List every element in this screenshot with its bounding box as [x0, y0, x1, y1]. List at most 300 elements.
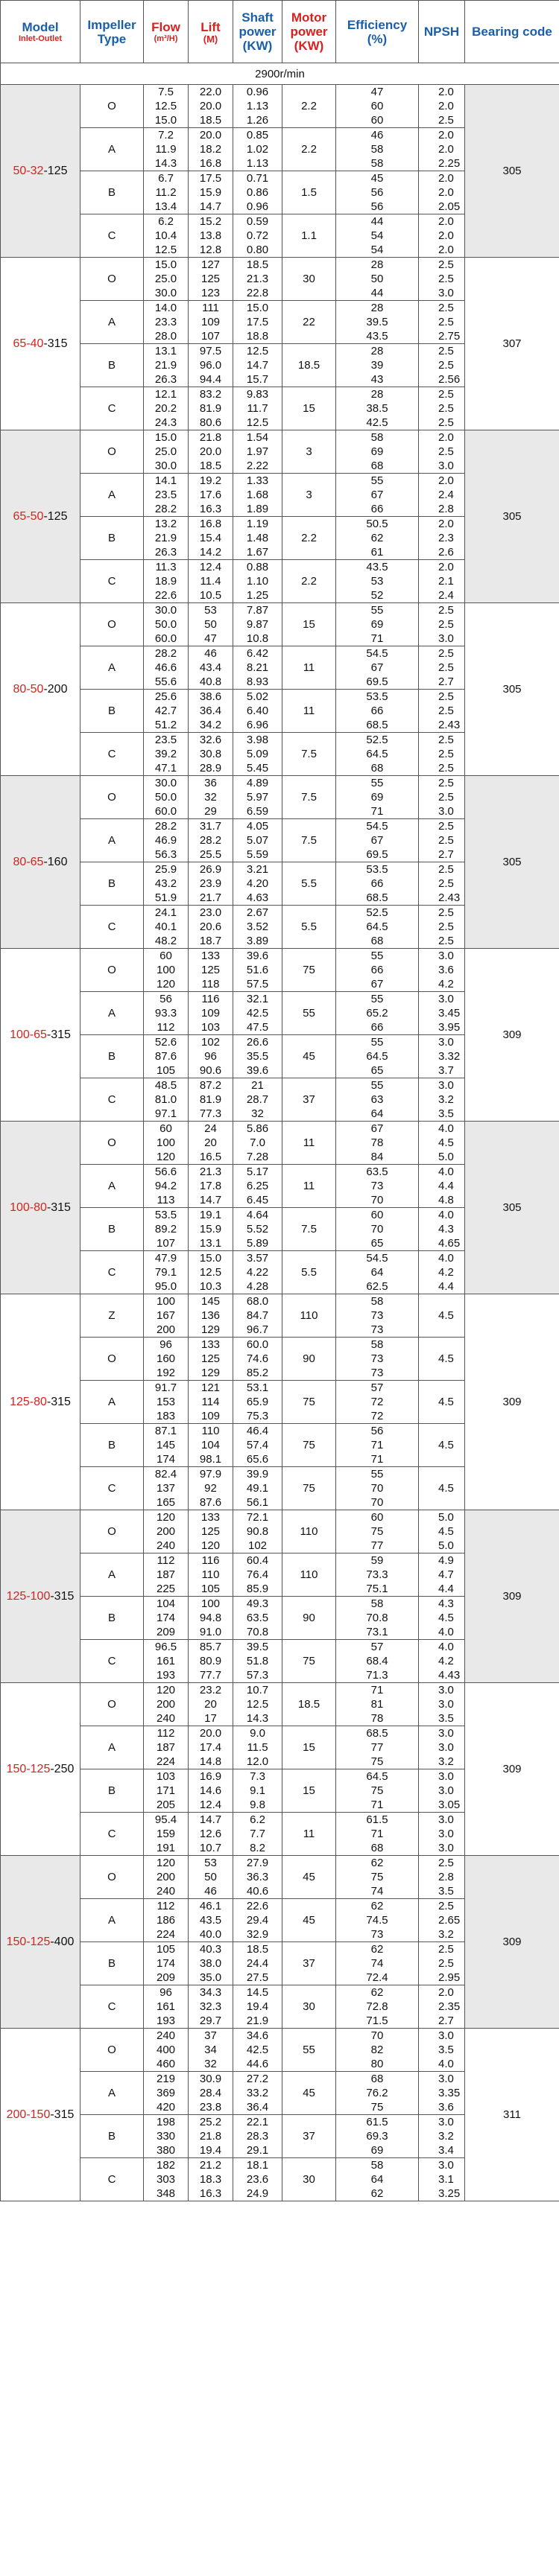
flow-cell	[144, 603, 189, 646]
npsh-cell-value: 2.75	[438, 330, 461, 343]
lift-cell-value: 77.7	[199, 1669, 222, 1682]
efficiency-cell-value: 66	[370, 705, 384, 717]
efficiency-cell-value: 64.5	[366, 920, 388, 933]
impeller-type: C	[80, 1251, 144, 1294]
shaft-power-cell-value: 34.6	[246, 2029, 269, 2042]
flow-cell-value: 11.9	[155, 143, 177, 156]
npsh-cell	[419, 1035, 465, 1078]
shaft-power-cell-value: 65.9	[246, 1396, 269, 1408]
motor-power-cell: 11	[282, 646, 336, 690]
impeller-type: C	[80, 1640, 144, 1683]
shaft-power-cell-value: 4.22	[246, 1266, 269, 1279]
motor-power-cell: 15	[282, 603, 336, 646]
model-cell	[1, 776, 80, 949]
motor-power-cell: 15	[282, 1769, 336, 1813]
motor-power-cell: 1.5	[282, 171, 336, 214]
npsh-cell-value: 5.0	[438, 1539, 454, 1552]
shaft-power-cell-value: 42.5	[246, 1007, 269, 1020]
npsh-cell-value: 3.0	[438, 1036, 454, 1049]
impeller-type: B	[80, 171, 144, 214]
impeller-type: C	[80, 1467, 144, 1510]
npsh-cell-value: 3.4	[438, 2144, 454, 2157]
flow-cell-value: 15.0	[154, 114, 177, 127]
lift-cell-value: 12.4	[199, 561, 222, 573]
lift-cell	[189, 819, 233, 862]
shaft-power-cell-value: 40.6	[246, 1885, 269, 1898]
npsh-cell-value: 4.0	[438, 2058, 454, 2070]
npsh-cell	[419, 1510, 465, 1553]
efficiency-cell-value: 78	[370, 1712, 384, 1725]
efficiency-cell-value: 71.5	[366, 2014, 388, 2027]
lift-cell-value: 109	[200, 316, 221, 328]
model-inlet-outlet: 80-50	[13, 682, 44, 696]
flow-cell-value: 15.0	[154, 431, 177, 444]
shaft-power-cell-value: 9.87	[246, 618, 269, 631]
efficiency-cell-value: 54.5	[366, 1252, 388, 1265]
efficiency-cell-value: 68	[370, 762, 384, 775]
flow-cell-value: 113	[157, 1194, 175, 1206]
efficiency-cell-value: 70	[370, 1223, 384, 1235]
npsh-cell-value: 2.7	[438, 675, 454, 688]
efficiency-cell-value: 71.3	[366, 1669, 388, 1682]
impeller-type: O	[80, 258, 144, 301]
shaft-power-cell-value: 4.20	[246, 877, 269, 890]
shaft-power-cell-value: 5.17	[246, 1165, 269, 1178]
impeller-type: A	[80, 992, 144, 1035]
motor-power-cell: 5.5	[282, 1251, 336, 1294]
efficiency-cell-value: 64	[370, 1266, 384, 1279]
npsh-cell-value: 2.5	[438, 618, 454, 631]
lift-cell-value: 43.4	[199, 661, 222, 674]
flow-cell-value: 112	[157, 1727, 175, 1740]
lift-cell-value: 16.3	[199, 503, 222, 515]
npsh-cell	[419, 301, 465, 344]
efficiency-cell-value: 52	[370, 589, 384, 602]
efficiency-cell-value: 74	[370, 1885, 384, 1898]
npsh-cell-value	[438, 1323, 464, 1337]
bearing-header: Bearing code	[465, 1, 559, 63]
lift-cell-value: 24	[204, 1122, 217, 1135]
impeller-type: B	[80, 690, 144, 733]
shaft-power-cell-value: 9.8	[250, 1799, 265, 1811]
efficiency-cell-value: 69	[370, 2144, 384, 2157]
lift-cell-value: 32.3	[199, 2000, 222, 2013]
lift-cell-value: 16.8	[199, 518, 222, 530]
npsh-cell-value: 2.0	[438, 186, 454, 199]
flow-cell-value: 60.0	[154, 632, 177, 645]
efficiency-cell-value: 73	[370, 1180, 384, 1192]
lift-cell-value: 50	[204, 618, 217, 631]
model-cell	[1, 1856, 80, 2029]
lift-cell-value: 37	[204, 2029, 217, 2042]
shaft-power-cell-value: 32.9	[246, 1928, 269, 1941]
efficiency-cell-value: 80	[370, 2058, 384, 2070]
efficiency-cell-value: 52.5	[366, 906, 388, 919]
npsh-cell	[419, 2115, 465, 2158]
shaft-power-cell	[233, 1899, 282, 1942]
npsh-cell	[419, 1726, 465, 1769]
shaft-power-cell	[233, 1813, 282, 1856]
shaft-power-cell	[233, 1553, 282, 1597]
motor-power-cell: 2.2	[282, 560, 336, 603]
flow-cell-value: 94.2	[154, 1180, 177, 1192]
shaft-power-cell	[233, 1467, 282, 1510]
efficiency-cell-value: 60	[370, 114, 384, 127]
bearing-code-cell: 309	[465, 949, 559, 1122]
lift-cell	[189, 1640, 233, 1683]
flow-cell-value: 103	[156, 1770, 176, 1783]
lift-cell-value: 16.3	[199, 2187, 222, 2200]
efficiency-cell-value: 55	[370, 474, 384, 487]
efficiency-cell-value: 55	[370, 1079, 384, 1092]
shaft-power-cell-value: 1.68	[246, 489, 269, 501]
table-row	[1, 949, 559, 992]
flow-cell-value: 40.1	[154, 920, 177, 933]
npsh-cell-value: 2.0	[438, 172, 454, 185]
motor-power-cell: 45	[282, 2072, 336, 2115]
flow-cell-value: 120	[156, 978, 176, 990]
efficiency-cell-value: 69	[370, 445, 384, 458]
npsh-cell-value: 2.6	[438, 546, 454, 559]
flow-cell-value: 25.0	[154, 445, 177, 458]
lift-cell-value: 97.5	[199, 345, 222, 357]
motor-power-cell: 7.5	[282, 776, 336, 819]
flow-cell-value: 43.2	[154, 877, 177, 890]
npsh-cell-value: 3.0	[438, 2116, 454, 2128]
npsh-cell-value: 4.0	[438, 1252, 454, 1265]
npsh-cell	[419, 85, 465, 128]
flow-cell	[144, 214, 189, 258]
flow-cell-value: 51.2	[154, 719, 177, 731]
flow-cell-value: 120	[156, 1151, 176, 1163]
flow-cell	[144, 862, 189, 906]
shaft-power-cell-value: 0.59	[246, 215, 269, 228]
efficiency-cell-value: 60	[370, 1209, 384, 1221]
flow-cell	[144, 1467, 189, 1510]
flow-cell	[144, 1942, 189, 1985]
npsh-cell	[419, 1294, 465, 1338]
efficiency-cell	[336, 603, 419, 646]
npsh-cell-value: 3.0	[438, 459, 454, 472]
lift-cell-value: 15.0	[199, 1252, 222, 1265]
model-cell	[1, 603, 80, 776]
shaft-power-cell-value: 27.2	[246, 2073, 269, 2085]
shaft-power-cell	[233, 1856, 282, 1899]
shaft-power-cell	[233, 171, 282, 214]
npsh-cell-value: 3.45	[438, 1007, 461, 1020]
model-cell	[1, 85, 80, 258]
bearing-code-cell: 305	[465, 776, 559, 949]
model-header: Model Inlet-Outlet	[1, 1, 80, 63]
flow-cell-value: 120	[156, 1857, 176, 1869]
npsh-cell-value: 3.1	[438, 2173, 454, 2186]
npsh-cell-value: 3.2	[438, 1928, 454, 1941]
efficiency-cell-value: 65	[370, 1237, 384, 1250]
npsh-cell-value: 4.3	[438, 1223, 454, 1235]
shaft-power-cell-value: 6.45	[246, 1194, 269, 1206]
lift-cell	[189, 1856, 233, 1899]
flow-cell-value: 192	[156, 1367, 176, 1379]
lift-cell-value: 129	[200, 1323, 221, 1336]
npsh-cell	[419, 1985, 465, 2029]
lift-cell-value: 127	[200, 258, 221, 271]
lift-cell-value: 91.0	[199, 1626, 222, 1638]
efficiency-cell	[336, 85, 419, 128]
efficiency-cell-value: 39.5	[366, 316, 388, 328]
lift-cell-value: 50	[204, 1871, 217, 1883]
lift-cell-value: 15.2	[199, 215, 222, 228]
npsh-cell	[419, 1553, 465, 1597]
shaft-power-cell-value: 51.6	[246, 964, 269, 976]
npsh-cell-value: 4.2	[438, 1266, 454, 1279]
flow-cell-value: 47.1	[154, 762, 177, 775]
shaft-power-cell-value: 5.02	[246, 690, 269, 703]
flow-cell-value: 30.0	[154, 777, 177, 789]
shaft-power-cell-value: 0.88	[246, 561, 269, 573]
flow-cell	[144, 1726, 189, 1769]
npsh-cell-value: 4.4	[438, 1180, 454, 1192]
flow-cell-value: 7.5	[158, 86, 174, 98]
flow-cell-value: 56.3	[154, 848, 177, 861]
lift-cell-value: 16.8	[199, 157, 222, 170]
lift-cell	[189, 603, 233, 646]
lift-cell	[189, 2115, 233, 2158]
efficiency-cell-value: 69.3	[366, 2130, 388, 2143]
lift-cell-value: 11.4	[200, 575, 221, 588]
shaft-power-cell-value: 7.0	[250, 1136, 265, 1149]
lift-cell-value: 104	[200, 1439, 221, 1451]
efficiency-cell-value: 64.5	[366, 1050, 388, 1063]
npsh-cell	[419, 1122, 465, 1165]
flow-cell-value: 46.9	[154, 834, 177, 847]
flow-cell-value: 460	[156, 2058, 176, 2070]
efficiency-cell	[336, 1035, 419, 1078]
impeller-type: A	[80, 1381, 144, 1424]
impeller-type: C	[80, 906, 144, 949]
efficiency-cell	[336, 992, 419, 1035]
impeller-type: A	[80, 301, 144, 344]
efficiency-cell-value: 28	[370, 345, 384, 357]
shaft-power-cell-value: 4.89	[246, 777, 269, 789]
model-cell	[1, 949, 80, 1122]
shaft-power-cell-value: 60.0	[246, 1338, 269, 1351]
shaft-power-cell-value: 6.42	[246, 647, 269, 660]
flow-cell-value: 161	[156, 1655, 176, 1667]
shaft-power-cell-value: 74.6	[246, 1352, 269, 1365]
flow-cell-value: 55.6	[154, 675, 177, 688]
lift-cell	[189, 1510, 233, 1553]
efficiency-cell-value: 28	[370, 302, 384, 314]
lift-cell-value: 18.2	[199, 143, 222, 156]
shaft-power-cell	[233, 1078, 282, 1122]
flow-cell	[144, 128, 189, 171]
lift-cell-value: 32	[204, 791, 217, 804]
flow-cell-value: 79.1	[154, 1266, 177, 1279]
shaft-power-cell-value: 15.0	[246, 302, 269, 314]
shaft-power-cell-value: 7.28	[246, 1151, 269, 1163]
shaft-power-cell-value: 65.6	[246, 1453, 269, 1466]
efficiency-cell-value: 66	[370, 503, 384, 515]
model-inlet-outlet: 65-50	[13, 509, 44, 523]
table-row	[1, 1856, 559, 1899]
shaft-power-cell-value: 7.3	[250, 1770, 265, 1783]
efficiency-cell-value: 71	[370, 805, 384, 818]
model-suffix: -315	[46, 1395, 71, 1408]
shaft-power-cell-value: 22.1	[246, 2116, 269, 2128]
npsh-cell-value: 2.5	[438, 114, 454, 127]
flow-cell-value: 50.0	[154, 791, 177, 804]
flow-cell	[144, 1769, 189, 1813]
flow-cell	[144, 560, 189, 603]
efficiency-cell	[336, 1553, 419, 1597]
shaft-power-cell-value: 46.4	[246, 1425, 269, 1437]
shaft-power-cell-value: 4.05	[246, 820, 269, 833]
lift-cell-value: 125	[200, 964, 221, 976]
flow-cell-value: 60	[160, 1122, 172, 1135]
flow-cell-value: 25.0	[154, 273, 177, 285]
shaft-power-cell-value: 3.89	[246, 935, 269, 947]
flow-cell-value: 171	[156, 1784, 176, 1797]
impeller-type: B	[80, 1597, 144, 1640]
lift-cell-value: 20	[204, 1698, 217, 1711]
efficiency-cell-value: 43.5	[366, 561, 388, 573]
motor-power-cell: 7.5	[282, 733, 336, 776]
flow-cell-value: 348	[156, 2187, 176, 2200]
efficiency-header: Efficiency (%)	[336, 1, 419, 63]
lift-cell	[189, 1726, 233, 1769]
table-row	[1, 1510, 559, 1553]
lift-cell-value: 98.1	[199, 1453, 222, 1466]
npsh-cell-value: 2.7	[438, 2014, 454, 2027]
shaft-power-cell-value: 39.6	[246, 1064, 269, 1077]
lift-cell-value: 23.2	[199, 1684, 222, 1696]
npsh-cell-value: 2.5	[438, 906, 454, 919]
npsh-cell-value: 3.0	[438, 1828, 454, 1840]
bearing-code-cell: 305	[465, 430, 559, 603]
npsh-cell-value: 2.5	[438, 359, 454, 372]
shaft-power-cell-value: 11.7	[247, 402, 268, 415]
npsh-cell-value: 2.95	[438, 1971, 461, 1984]
efficiency-cell-value: 58	[370, 2159, 384, 2172]
flow-cell-value: 174	[156, 1612, 176, 1624]
npsh-cell	[419, 258, 465, 301]
flow-cell	[144, 1338, 189, 1381]
flow-cell-value: 28.0	[154, 330, 177, 343]
flow-cell-value: 200	[156, 1871, 176, 1883]
shaft-power-cell	[233, 128, 282, 171]
lift-cell	[189, 387, 233, 430]
model-cell	[1, 1122, 80, 1294]
npsh-cell-value: 3.05	[438, 1799, 461, 1811]
model-cell	[1, 2029, 80, 2201]
lift-cell-value: 145	[200, 1295, 221, 1308]
shaft-power-cell-value: 85.9	[246, 1583, 269, 1595]
efficiency-cell	[336, 862, 419, 906]
npsh-cell-value: 4.5	[438, 1396, 454, 1408]
npsh-cell-value: 2.5	[438, 273, 454, 285]
shaft-power-cell-value: 29.1	[246, 2144, 269, 2157]
lift-cell	[189, 85, 233, 128]
efficiency-cell-value: 62	[370, 1986, 384, 1999]
npsh-cell-value: 2.5	[438, 402, 454, 415]
efficiency-cell-value: 71	[370, 1439, 384, 1451]
motor-power-cell: 45	[282, 1856, 336, 1899]
efficiency-cell-value: 61.5	[366, 1813, 388, 1826]
npsh-cell-value: 3.2	[438, 1755, 454, 1768]
shaft-power-cell-value: 1.97	[246, 445, 269, 458]
npsh-cell-value: 5.0	[438, 1511, 454, 1524]
shaft-power-cell-value: 28.7	[246, 1093, 269, 1106]
npsh-cell	[419, 128, 465, 171]
efficiency-cell	[336, 776, 419, 819]
table-row	[1, 258, 559, 301]
model-suffix: -160	[43, 855, 68, 868]
flow-cell-value: 240	[156, 1712, 176, 1725]
lift-cell-value: 15.4	[199, 532, 222, 544]
npsh-cell-value: 2.5	[438, 1857, 454, 1869]
lift-cell	[189, 1899, 233, 1942]
lift-cell-value: 96.0	[199, 359, 222, 372]
efficiency-cell-value: 47	[370, 86, 384, 98]
npsh-cell-value: 2.0	[438, 86, 454, 98]
lift-cell	[189, 301, 233, 344]
efficiency-cell-value: 67	[370, 1122, 384, 1135]
shaft-power-cell	[233, 301, 282, 344]
lift-cell-value: 19.1	[199, 1209, 222, 1221]
npsh-cell-value: 2.1	[438, 575, 454, 588]
shaft-power-cell-value: 6.2	[250, 1813, 265, 1826]
npsh-cell-value: 3.0	[438, 2073, 454, 2085]
flow-cell-value: 20.2	[154, 402, 177, 415]
efficiency-cell-value: 82	[370, 2044, 384, 2056]
efficiency-cell-value: 70	[370, 1496, 384, 1509]
npsh-cell-value: 2.8	[438, 503, 454, 515]
lift-cell-value: 21.8	[199, 431, 222, 444]
model-suffix: -315	[46, 1200, 71, 1214]
npsh-cell-value: 2.5	[438, 1900, 454, 1912]
header-row	[1, 1, 559, 63]
npsh-cell-value: 3.0	[438, 1079, 454, 1092]
lift-cell-value: 20.6	[199, 920, 222, 933]
model-suffix: -250	[50, 1762, 75, 1775]
efficiency-cell-value: 62	[370, 1943, 384, 1956]
table-row	[1, 603, 559, 646]
shaft-power-cell-value: 1.26	[246, 114, 269, 127]
flow-cell-value: 193	[156, 1669, 176, 1682]
efficiency-cell	[336, 1294, 419, 1338]
motor-power-cell: 55	[282, 2029, 336, 2072]
npsh-cell-value: 3.25	[438, 2187, 461, 2200]
npsh-cell	[419, 517, 465, 560]
npsh-cell	[419, 2158, 465, 2201]
shaft-power-cell-value: 32	[251, 1107, 264, 1120]
npsh-cell-value: 4.4	[438, 1583, 454, 1595]
flow-cell-value: 56	[160, 993, 172, 1005]
lift-cell-value: 18.3	[199, 2173, 222, 2186]
flow-cell	[144, 1165, 189, 1208]
flow-cell-value: 200	[156, 1698, 176, 1711]
npsh-cell	[419, 1640, 465, 1683]
efficiency-cell-value: 67	[370, 489, 384, 501]
shaft-power-cell-value: 10.8	[246, 632, 269, 645]
lift-cell-value: 15.9	[199, 1223, 222, 1235]
flow-cell-value: 205	[156, 1799, 176, 1811]
shaft-power-cell-value: 3.52	[246, 920, 269, 933]
shaft-power-cell-value: 57.5	[246, 978, 269, 990]
shaft-power-cell-value: 18.1	[246, 2159, 269, 2172]
flow-cell	[144, 430, 189, 474]
flow-cell	[144, 1985, 189, 2029]
